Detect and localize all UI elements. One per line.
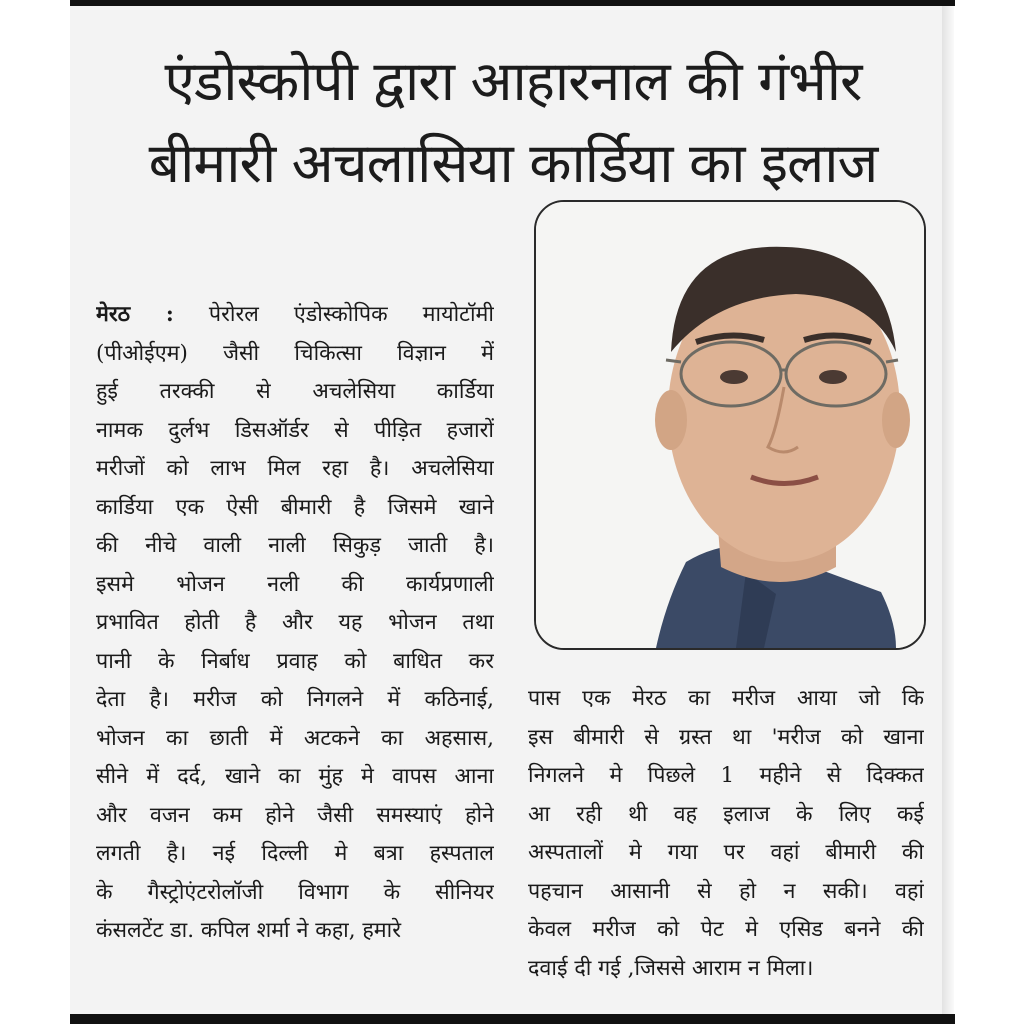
body-line: अस्पतालों मे गया पर वहां बीमारी की — [528, 840, 924, 865]
headline-line-1: एंडोस्कोपी द्वारा आहारनाल की गंभीर — [164, 49, 862, 113]
headline-line-2: बीमारी अचलासिया कार्डिया का इलाज — [148, 131, 878, 195]
body-line: (पीओईएम) जैसी चिकित्सा विज्ञान में — [96, 340, 494, 366]
article-body-left-column — [96, 296, 494, 951]
portrait-illustration — [536, 202, 924, 648]
body-line: लगती है। नई दिल्ली मे बत्रा हस्पताल — [96, 841, 494, 866]
body-line: पहचान आसानी से हो न सकी। वहां — [528, 878, 924, 904]
body-line: पास एक मेरठ का मरीज आया जो कि — [528, 686, 924, 711]
body-line: निगलने मे पिछले 1 महीने से दिक्कत — [528, 763, 924, 788]
body-line: सीने में दर्द, खाने का मुंह मे वापस आना — [96, 764, 494, 789]
body-line: कार्डिया एक ऐसी बीमारी है जिसमे खाने — [96, 494, 494, 520]
body-line: भोजन का छाती में अटकने का अहसास, — [96, 725, 494, 751]
body-line — [96, 296, 494, 335]
body-line-text: पेरोरल एंडोस्कोपिक मायोटॉमी — [208, 302, 494, 327]
body-line: प्रभावित होती है और यह भोजन तथा — [96, 610, 494, 635]
body-line: पानी के निर्बाध प्रवाह को बाधित कर — [96, 648, 494, 674]
page-edge-shadow — [942, 6, 954, 1014]
body-line: आ रही थी वह इलाज के लिए कई — [528, 801, 924, 827]
doctor-portrait-photo — [534, 200, 926, 650]
body-line: देता है। मरीज को निगलने में कठिनाई, — [96, 687, 494, 712]
dateline: मेरठ : — [96, 302, 174, 327]
headline — [98, 40, 928, 204]
body-line: दवाई दी गई ,जिससे आराम न मिला। — [528, 955, 814, 981]
body-line: इस बीमारी से ग्रस्त था 'मरीज को खाना — [528, 724, 924, 750]
body-line: की नीचे वाली नाली सिकुड़ जाती है। — [96, 533, 494, 558]
article-body-right-column — [528, 680, 924, 988]
body-line: मरीजों को लाभ मिल रहा है। अचलेसिया — [96, 456, 494, 481]
body-line: के गैस्ट्रोएंटरोलॉजी विभाग के सीनियर — [96, 879, 494, 905]
body-line: इसमे भोजन नली की कार्यप्रणाली — [96, 571, 494, 597]
body-line: कंसलटेंट डा. कपिल शर्मा ने कहा, हमारे — [96, 918, 402, 943]
body-line: और वजन कम होने जैसी समस्याएं होने — [96, 802, 494, 828]
body-line: नामक दुर्लभ डिसऑर्डर से पीड़ित हजारों — [96, 417, 494, 443]
bottom-border — [70, 1014, 955, 1024]
body-line: हुई तरक्की से अचलेसिया कार्डिया — [96, 379, 494, 404]
body-line: केवल मरीज को पेट मे एसिड बनने की — [528, 917, 924, 942]
